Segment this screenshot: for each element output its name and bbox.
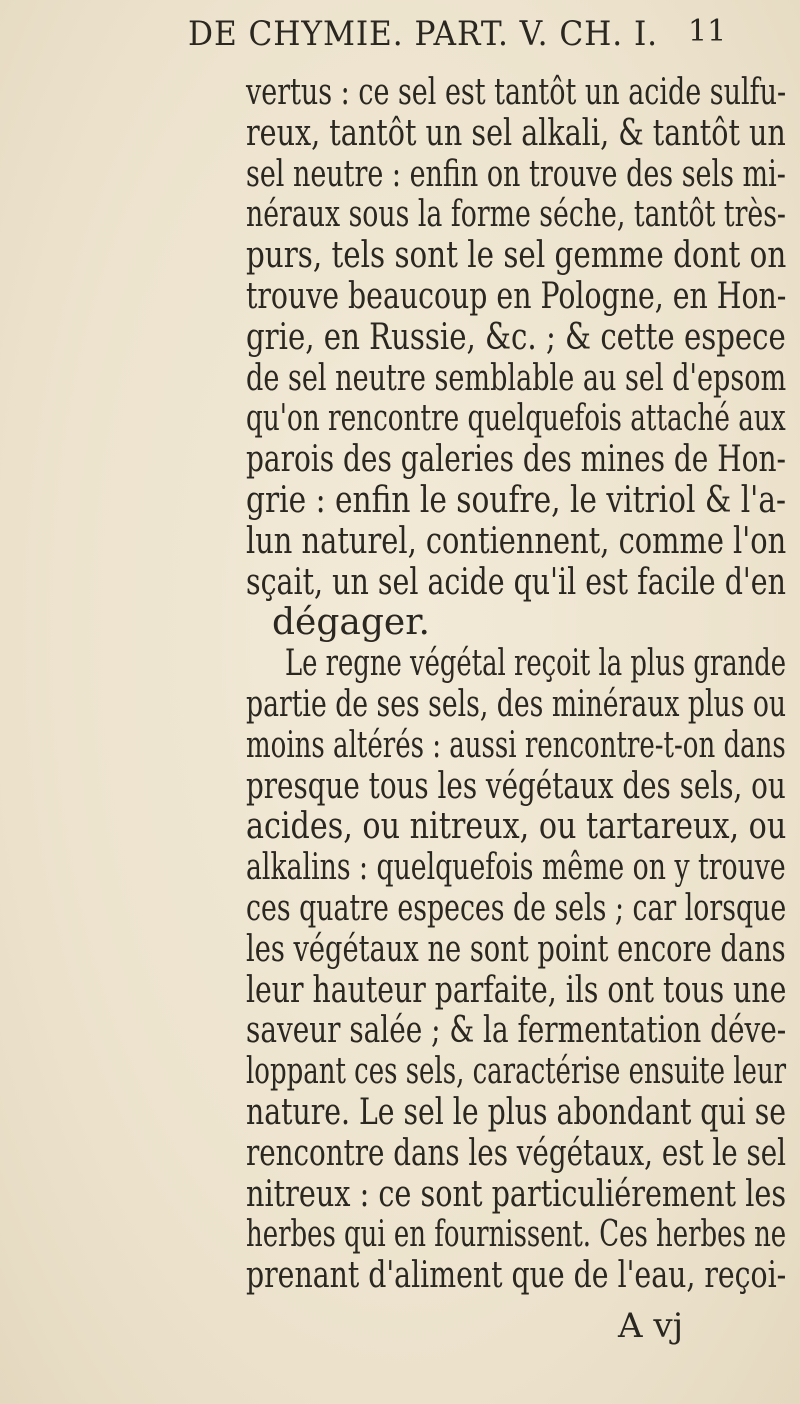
text-line: vertus : ce sel est tantôt un acide sulfu- — [246, 72, 787, 113]
text-line: de sel neutre semblable au sel d'epsom — [246, 358, 787, 399]
text-line: presque tous les végétaux des sels, ou — [246, 766, 786, 807]
text-line: herbes qui en fournissent. Ces herbes ne — [246, 1214, 787, 1255]
text-line: néraux sous la forme séche, tantôt très- — [246, 194, 786, 235]
running-head-title: DE CHYMIE. PART. V. CH. I. — [188, 14, 659, 54]
text-line: nature. Le sel le plus abondant qui se — [246, 1092, 786, 1133]
text-line: trouve beaucoup en Pologne, en Hon- — [246, 276, 787, 317]
text-line: reux, tantôt un sel alkali, & tantôt un — [246, 113, 786, 154]
text-line: nitreux : ce sont particuliérement les — [246, 1174, 787, 1215]
text-line: parois des galeries des mines de Hon- — [246, 439, 786, 480]
text-line: moins altérés : aussi rencontre-t-on dans — [246, 725, 786, 766]
signature-mark: A vj — [618, 1306, 684, 1346]
text-line: grie : enfin le soufre, le vitriol & l'a- — [246, 480, 786, 521]
text-line: partie de ses sels, des minéraux plus ou — [246, 684, 787, 725]
text-line: alkalins : quelquefois même on y trouve — [246, 847, 786, 888]
text-line: dégager. — [272, 602, 430, 643]
text-line: lun naturel, contiennent, comme l'on — [246, 521, 787, 562]
text-line: acides, ou nitreux, ou tartareux, ou — [246, 806, 787, 847]
text-line: grie, en Russie, &c. ; & cette espece — [246, 317, 786, 358]
text-line: rencontre dans les végétaux, est le sel — [246, 1133, 787, 1174]
text-line: purs, tels sont le sel gemme dont on — [246, 235, 787, 276]
text-line: Le regne végétal reçoit la plus grande — [285, 643, 787, 684]
text-line: saveur salée ; & la fermentation déve- — [246, 1010, 787, 1051]
text-line: qu'on rencontre quelquefois attaché aux — [246, 398, 786, 439]
text-line: loppant ces sels, caractérise ensuite leur — [246, 1051, 787, 1092]
text-line: leur hauteur parfaite, ils ont tous une — [246, 970, 787, 1011]
running-head — [0, 6, 800, 66]
text-line: sçait, un sel acide qu'il est facile d'en — [246, 562, 786, 603]
text-line: ces quatre especes de sels ; car lorsque — [246, 888, 787, 929]
text-line: prenant d'aliment que de l'eau, reçoi- — [246, 1255, 787, 1296]
page-number: 11 — [688, 14, 727, 49]
text-line: les végétaux ne sont point encore dans — [246, 929, 786, 970]
text-line: sel neutre : enfin on trouve des sels mi- — [246, 154, 786, 195]
